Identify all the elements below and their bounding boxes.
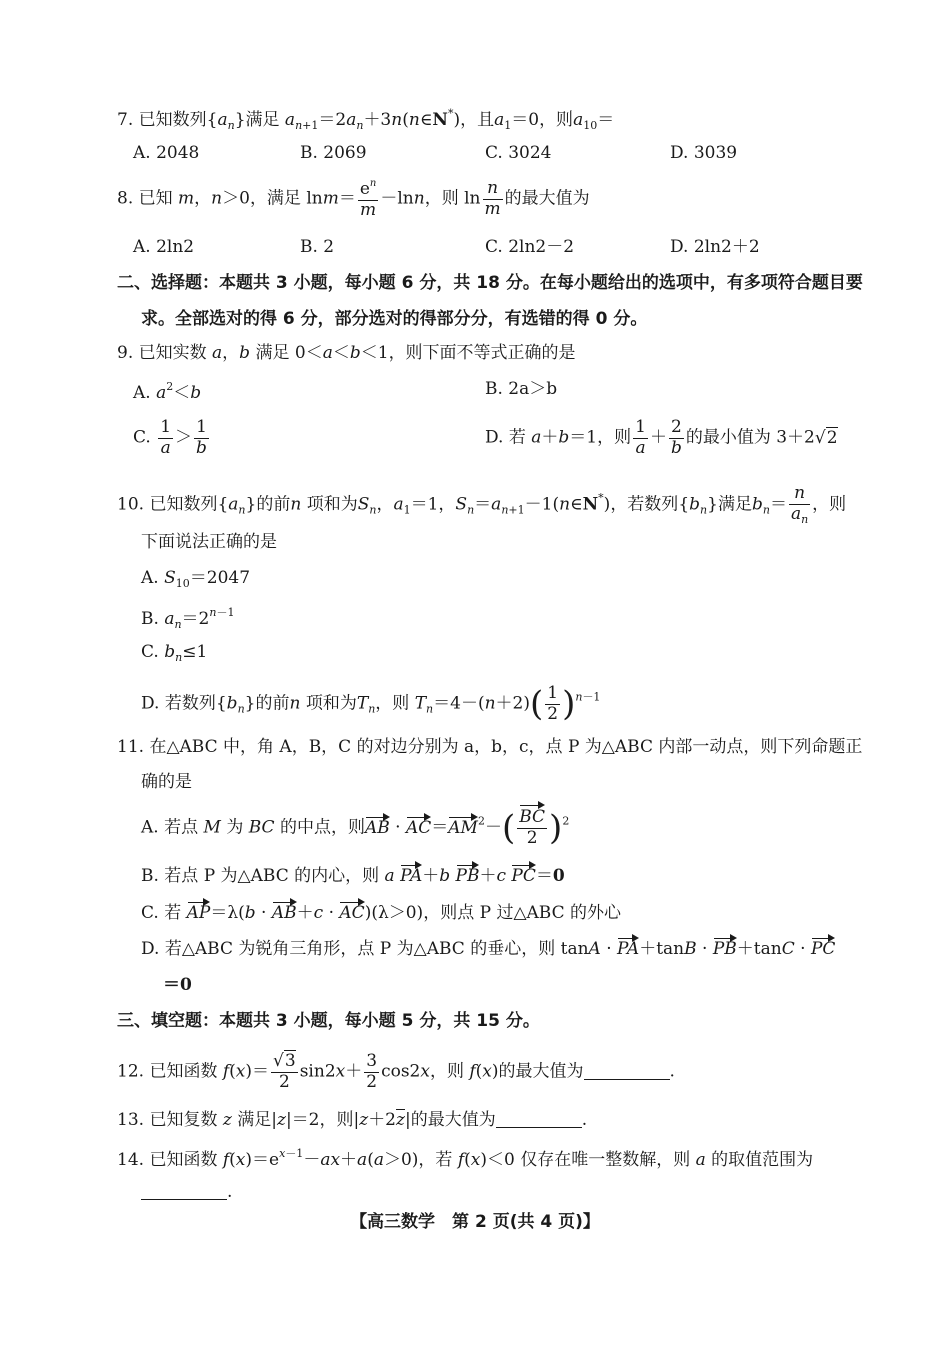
q9-option-d: D. 若 a＋b＝1，则 $\frac{1}{a}$ ＋ $\frac{2}{b}$ 的最小值为 3＋2√2 bbox=[485, 417, 838, 458]
q9-option-c: C. $\frac{1}{a}$ ＞ $\frac{1}{b}$ bbox=[133, 417, 207, 458]
q10-option-c: C. $b_n\le 1$ bbox=[141, 642, 208, 664]
q10-stem-cont: 下面说法正确的是 bbox=[141, 532, 277, 552]
q11-stem: 11. 在△ABC 中，角 A，B，C 的对边分别为 a，b，c，点 P 为△ABC 内部一动点，则下列命题正 bbox=[117, 737, 863, 757]
q14-answer-blank[interactable]: . bbox=[141, 1184, 232, 1201]
q8-option-d: D. 2ln2＋2 bbox=[670, 237, 760, 257]
q11-option-d: D. 若△ABC 为锐角三角形，点 P 为△ABC 的垂心，则 tanA · PA＋tanB · PB＋tanC · PC bbox=[141, 939, 836, 959]
q13-stem: 13. 已知复数 z 满足|z|＝2，则$|z+2\overline{z}|$的最大值为 . bbox=[117, 1110, 588, 1130]
section-3-heading: 三、填空题：本题共 3 小题，每小题 5 分，共 15 分。 bbox=[117, 1011, 540, 1031]
q10-option-a: A. $S_{10}=2047$ bbox=[141, 568, 251, 590]
q11-option-b: B. 若点 P 为△ABC 的内心，则 a PA＋b PB＋c PC＝0 bbox=[141, 866, 565, 886]
q12-stem: 12. 已知函数 f(x)＝ $\frac{√3}{2}$ sin2x＋ $\frac{3}{2}$ cos2x，则 f(x)的最大值为 . bbox=[117, 1051, 675, 1092]
q10-option-d: D. 若数列$\{b_n\}$的前n 项和为$T_n$，则 $T_n=4-(n+2)$( $\frac{1}{2}$ )$^{n-1}$ bbox=[141, 683, 601, 725]
q11-option-c: C. 若 AP＝λ(b · AB＋c · AC)(λ＞0)，则点 P 过△ABC 的外心 bbox=[141, 903, 622, 923]
q11-stem-cont: 确的是 bbox=[141, 772, 192, 792]
q9-stem: 9. 已知实数 a，b 满足 0＜a＜b＜1，则下面不等式正确的是 bbox=[117, 343, 576, 363]
q14-stem: 14. 已知函数 $f(x)=e^{x-1}-ax+a(a>0)$，若 f(x)＜0 仅存在唯一整数解，则 a 的取值范围为 bbox=[117, 1147, 814, 1170]
section-2-heading: 二、选择题：本题共 3 小题，每小题 6 分，共 18 分。在每小题给出的选项中，有多项符合题目要 bbox=[117, 273, 863, 293]
q10-stem: 10. 已知数列$\{a_n\}$的前n 项和为$S_n$，$a_1=1$，$S_n=a_{n+1}-1(n\in N^*)$，若数列$\{b_n\}$满足$b_n=$ $\frac{n}{a_n}$ ，则 bbox=[117, 483, 847, 526]
q7-option-d: D. 3039 bbox=[670, 143, 738, 163]
q9-option-b: B. 2a＞b bbox=[485, 379, 558, 399]
q10-option-b: B. $a_n=2^{n-1}$ bbox=[141, 606, 235, 631]
q11-option-a: A. 若点 M 为 BC 的中点，则AB · $AC=AM^2-$( $\frac{BC}{2}$ )$^2$ bbox=[141, 807, 570, 849]
page-footer: 【高三数学 第 2 页(共 4 页)】 bbox=[350, 1212, 600, 1232]
q7-stem: 7. 已知数列$\{a_n\}$满足 $a_{n+1}=2a_n+3n(n\in N^*)$，且$a_1=0$，则$a_{10}=$ bbox=[117, 107, 615, 132]
q8-option-b: B. 2 bbox=[300, 237, 335, 257]
section-2-heading-cont: 求。全部选对的得 6 分，部分选对的得部分分，有选错的得 0 分。 bbox=[141, 309, 648, 329]
q7-option-b: B. 2069 bbox=[300, 143, 367, 163]
q11-option-d-cont: ＝0 bbox=[163, 975, 192, 995]
q7-option-a: A. 2048 bbox=[133, 143, 200, 163]
q9-option-a: A. $a^2<b$ bbox=[133, 380, 202, 403]
q8-option-c: C. 2ln2－2 bbox=[485, 237, 575, 257]
q8-option-a: A. 2ln2 bbox=[133, 237, 195, 257]
q7-option-c: C. 3024 bbox=[485, 143, 552, 163]
q8-stem: 8. 已知 m，n＞0，满足 lnm＝ $\frac{e^n}{m}$ －lnn，则 ln $\frac{n}{m}$ 的最大值为 bbox=[117, 178, 590, 220]
